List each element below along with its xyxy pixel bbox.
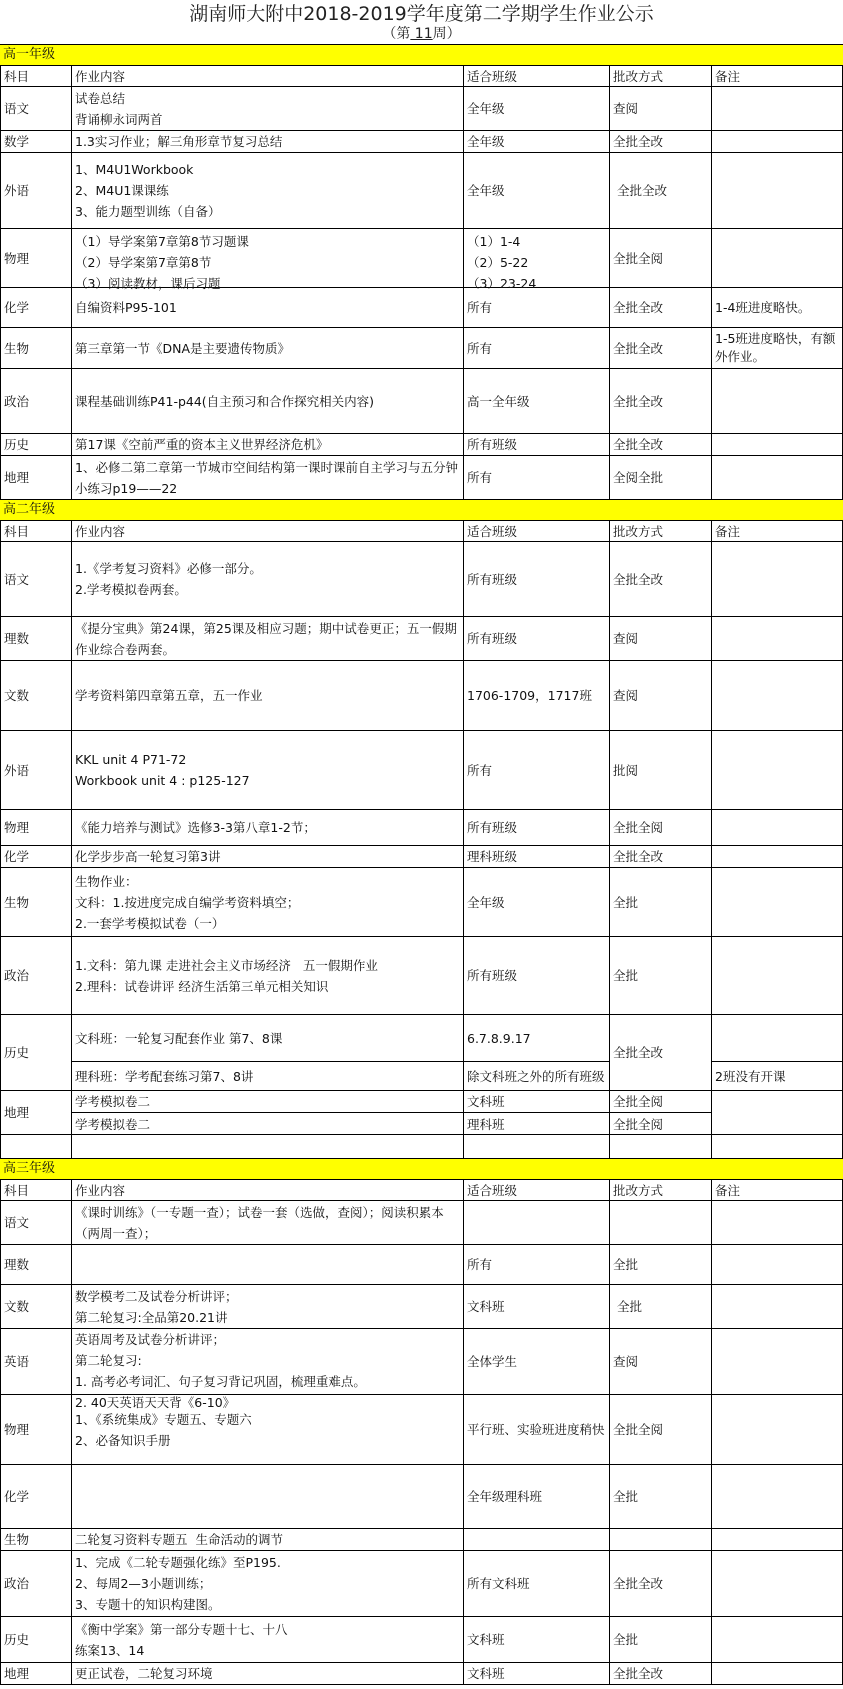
class-cell: 文科班 xyxy=(464,1617,610,1662)
method-cell xyxy=(610,1201,712,1244)
content-cell: 学考模拟卷二 xyxy=(72,1091,464,1113)
class-cell xyxy=(464,1135,610,1158)
subject-cell: 物理 xyxy=(0,229,72,287)
note-cell xyxy=(712,1135,843,1158)
content-cell: （1）导学案第7章第8节习题课 （2）导学案第7章第8节 （3）阅读教材，课后习题 xyxy=(72,229,464,287)
content-cell: 《衡中学案》第一部分专题十七、十八 练案13、14 xyxy=(72,1617,464,1662)
method-cell: 全批 xyxy=(610,937,712,1014)
note-cell xyxy=(712,937,843,1014)
class-cell: 全年级 xyxy=(464,131,610,152)
method-cell: 查阅 xyxy=(610,87,712,130)
subject-cell: 历史 xyxy=(0,434,72,455)
header-note: 备注 xyxy=(712,521,843,541)
subject-cell: 生物 xyxy=(0,868,72,936)
class-cell: 除文科班之外的所有班级 xyxy=(464,1062,610,1090)
method-cell: 全批全改 xyxy=(610,369,712,433)
content-cell: 1、完成《二轮专题强化练》至P195. 2、每周2—3小题训练； 3、专题十的知识构建图。 xyxy=(72,1551,464,1616)
class-cell: 全年级 xyxy=(464,868,610,936)
homework-table xyxy=(0,44,843,1685)
grade-banner-3: 高三年级 xyxy=(0,1158,843,1180)
class-cell: 1706-1709，1717班 xyxy=(464,661,610,730)
method-cell: 全批全阅 xyxy=(610,810,712,845)
content-cell: 学考模拟卷二 xyxy=(72,1113,464,1135)
class-cell: 6.7.8.9.17 xyxy=(464,1015,610,1062)
note-cell xyxy=(712,229,843,287)
table-row xyxy=(0,1285,843,1329)
subject-cell: 理数 xyxy=(0,617,72,660)
subject-cell: 物理 xyxy=(0,810,72,845)
class-cell: 所有文科班 xyxy=(464,1551,610,1616)
subject-cell: 物理 xyxy=(0,1395,72,1464)
note-cell xyxy=(712,1285,843,1328)
note-cell: 1-4班进度略快。 xyxy=(712,288,843,327)
class-cell: 所有 xyxy=(464,328,610,368)
table-row xyxy=(0,810,843,846)
class-cell: 平行班、实验班进度稍快 xyxy=(464,1395,610,1464)
table-row xyxy=(0,1091,843,1135)
content-cell: 1.《学考复习资料》必修一部分。 2.学考模拟卷两套。 xyxy=(72,542,464,616)
table-row xyxy=(0,937,843,1015)
content-cell: 1.文科：第九课 走进社会主义市场经济 五一假期作业 2.理科：试卷讲评 经济生活第三单元相关知识 xyxy=(72,937,464,1014)
header-note: 备注 xyxy=(712,1180,843,1200)
table-row xyxy=(0,661,843,731)
content-cell: 1、必修二第二章第一节城市空间结构第一课时课前自主学习与五分钟小练习p19——22 xyxy=(72,456,464,499)
content-cell: 英语周考及试卷分析讲评； 第二轮复习: 1. 高考必考词汇、句子复习背记巩固，梳理重难点。 2. 40天英语天天背《6-10》 xyxy=(72,1329,464,1394)
header-method: 批改方式 xyxy=(610,1180,712,1200)
class-cell: 所有 xyxy=(464,731,610,809)
header-content: 作业内容 xyxy=(72,521,464,541)
subject-cell: 外语 xyxy=(0,731,72,809)
note-cell xyxy=(712,434,843,455)
content-cell: 自编资料P95-101 xyxy=(72,288,464,327)
note-cell xyxy=(712,1551,843,1616)
class-cell: 所有班级 xyxy=(464,937,610,1014)
note-cell xyxy=(712,1091,843,1134)
method-cell: 全批全阅 xyxy=(610,1091,712,1113)
note-cell xyxy=(712,617,843,660)
subject-cell xyxy=(0,1135,72,1158)
method-cell: 全批全阅 xyxy=(610,229,712,287)
subtitle-prefix: （第 xyxy=(382,26,411,42)
note-cell xyxy=(712,1395,843,1464)
subject-cell: 政治 xyxy=(0,1551,72,1616)
content-cell: 第三章第一节《DNA是主要遗传物质》 xyxy=(72,328,464,368)
content-cell: 《课时训练》（一专题一查）；试卷一套（选做，查阅）；阅读积累本（两周一查）； xyxy=(72,1201,464,1244)
class-cell: 全年级理科班 xyxy=(464,1465,610,1528)
method-cell: 全批全改 xyxy=(610,542,712,616)
table-row xyxy=(0,369,843,434)
content-cell: 1、《系统集成》专题五、专题六 2、必备知识手册 xyxy=(72,1395,464,1464)
table-row xyxy=(0,229,843,291)
class-cell xyxy=(464,1529,610,1550)
header-method: 批改方式 xyxy=(610,66,712,86)
subject-cell: 化学 xyxy=(0,1465,72,1528)
class-cell: 全年级 xyxy=(464,153,610,228)
method-cell xyxy=(610,1529,712,1550)
note-cell xyxy=(712,131,843,152)
note-cell xyxy=(712,1465,843,1528)
header-class: 适合班级 xyxy=(464,1180,610,1200)
method-cell: 全批全改 xyxy=(610,131,712,152)
note-cell: 1-5班进度略快，有额外作业。 xyxy=(712,328,843,368)
table-row xyxy=(0,288,843,328)
class-cell: 所有班级 xyxy=(464,434,610,455)
class-cell: 文科班 xyxy=(464,1663,610,1684)
grade-banner-1: 高一年级 xyxy=(0,44,843,66)
content-cell: 学考资料第四章第五章，五一作业 xyxy=(72,661,464,730)
content-cell: 《能力培养与测试》选修3-3第八章1-2节； xyxy=(72,810,464,845)
content-cell xyxy=(72,1465,464,1528)
content-cell: 理科班：学考配套练习第7、8讲 xyxy=(72,1062,464,1090)
table-row xyxy=(0,131,843,153)
method-cell: 全批 xyxy=(610,1245,712,1284)
class-cell: 理科班 xyxy=(464,1113,610,1135)
subject-cell: 化学 xyxy=(0,288,72,327)
note-cell xyxy=(712,868,843,936)
class-cell: （1）1-4 （2）5-22 （3）23-24 xyxy=(464,229,610,287)
table-row xyxy=(0,456,843,499)
subtitle-suffix: 周） xyxy=(432,26,461,42)
table-row xyxy=(0,1551,843,1617)
content-cell: 试卷总结 背诵柳永词两首 xyxy=(72,87,464,130)
class-cell: 所有 xyxy=(464,288,610,327)
note-cell xyxy=(712,1245,843,1284)
content-cell: KKL unit 4 P71-72 Workbook unit 4 : p125-127 xyxy=(72,731,464,809)
note-cell xyxy=(712,153,843,228)
content-cell: 化学步步高一轮复习第3讲 xyxy=(72,846,464,867)
method-cell: 全阅全批 xyxy=(610,456,712,499)
content-cell xyxy=(72,1135,464,1158)
subject-cell: 语文 xyxy=(0,1201,72,1244)
method-cell: 批阅 xyxy=(610,731,712,809)
note-cell xyxy=(712,810,843,845)
page-title: 湖南师大附中2018-2019学年度第二学期学生作业公示 xyxy=(189,3,654,25)
table-row xyxy=(0,87,843,131)
class-cell: 全年级 xyxy=(464,87,610,130)
method-cell: 全批 xyxy=(610,1465,712,1528)
subject-cell: 语文 xyxy=(0,87,72,130)
class-cell: 所有班级 xyxy=(464,617,610,660)
method-cell: 全批全改 xyxy=(610,846,712,867)
class-cell: 全体学生 xyxy=(464,1329,610,1394)
method-cell: 查阅 xyxy=(610,661,712,730)
table-row xyxy=(0,542,843,617)
table-row xyxy=(0,846,843,868)
table-row xyxy=(0,1663,843,1685)
subject-cell: 文数 xyxy=(0,661,72,730)
method-cell: 全批全改 xyxy=(610,1663,712,1684)
content-cell: 《提分宝典》第24课，第25课及相应习题；期中试卷更正；五一假期作业综合卷两套。 xyxy=(72,617,464,660)
subject-cell: 政治 xyxy=(0,937,72,1014)
content-cell: 二轮复习资料专题五 生命活动的调节 xyxy=(72,1529,464,1550)
header-content: 作业内容 xyxy=(72,66,464,86)
subject-cell: 化学 xyxy=(0,846,72,867)
class-cell xyxy=(464,1201,610,1244)
method-cell: 全批 xyxy=(610,1285,712,1328)
content-cell: 第17课《空前严重的资本主义世界经济危机》 xyxy=(72,434,464,455)
header-class: 适合班级 xyxy=(464,66,610,86)
note-cell xyxy=(712,846,843,867)
subject-cell: 文数 xyxy=(0,1285,72,1328)
note-cell xyxy=(712,456,843,499)
header-content: 作业内容 xyxy=(72,1180,464,1200)
note-cell xyxy=(712,1617,843,1662)
table-row xyxy=(0,1015,843,1091)
note-cell xyxy=(712,1329,843,1394)
class-cell: 所有班级 xyxy=(464,542,610,616)
method-cell: 全批全改 xyxy=(610,328,712,368)
subject-cell: 地理 xyxy=(0,1663,72,1684)
method-cell: 全批全阅 xyxy=(610,1113,712,1135)
note-cell xyxy=(712,1201,843,1244)
content-cell xyxy=(72,1245,464,1284)
subject-cell: 英语 xyxy=(0,1329,72,1394)
class-cell: 所有班级 xyxy=(464,810,610,845)
grade-banner-2: 高二年级 xyxy=(0,499,843,521)
method-cell: 全批全改 xyxy=(610,288,712,327)
table-row xyxy=(0,731,843,810)
header-row xyxy=(0,66,843,87)
table-row xyxy=(0,1617,843,1663)
subject-cell: 生物 xyxy=(0,1529,72,1550)
content-cell: 1、M4U1Workbook 2、M4U1课课练 3、能力题型训练（自备） xyxy=(72,153,464,228)
header-note: 备注 xyxy=(712,66,843,86)
table-row xyxy=(0,868,843,937)
content-cell: 1.3实习作业；解三角形章节复习总结 xyxy=(72,131,464,152)
header-subject: 科目 xyxy=(0,66,72,86)
method-cell: 全批 xyxy=(610,868,712,936)
class-cell: 文科班 xyxy=(464,1285,610,1328)
method-cell: 查阅 xyxy=(610,1329,712,1394)
subject-cell: 历史 xyxy=(0,1015,72,1090)
subject-cell: 地理 xyxy=(0,1091,72,1134)
note-cell xyxy=(712,661,843,730)
content-cell: 数学模考二及试卷分析讲评； 第二轮复习:全品第20.21讲 xyxy=(72,1285,464,1328)
method-cell: 查阅 xyxy=(610,617,712,660)
class-cell: 理科班级 xyxy=(464,846,610,867)
table-row xyxy=(0,1329,843,1410)
method-cell: 全批全改 xyxy=(610,1015,712,1090)
table-row xyxy=(0,617,843,661)
week-number: 11 xyxy=(410,26,433,42)
table-row xyxy=(0,328,843,369)
note-cell xyxy=(712,1663,843,1684)
table-row xyxy=(0,1201,843,1245)
note-cell xyxy=(712,731,843,809)
table-row xyxy=(0,1395,843,1465)
note-cell xyxy=(712,1529,843,1550)
table-row xyxy=(0,1245,843,1285)
table-row xyxy=(0,434,843,456)
subject-cell: 地理 xyxy=(0,456,72,499)
note-cell xyxy=(712,369,843,433)
table-row xyxy=(0,1465,843,1529)
class-cell: 文科班 xyxy=(464,1091,610,1113)
subject-cell: 数学 xyxy=(0,131,72,152)
content-cell: 更正试卷，二轮复习环境 xyxy=(72,1663,464,1684)
content-cell: 生物作业： 文科：1.按进度完成自编学考资料填空； 2.一套学考模拟试卷（一） xyxy=(72,868,464,936)
method-cell: 全批全改 xyxy=(610,434,712,455)
note-cell xyxy=(712,542,843,616)
note-cell: 2班没有开课 xyxy=(712,1062,843,1090)
note-cell xyxy=(712,1015,843,1062)
content-cell: 课程基础训练P41-p44(自主预习和合作探究相关内容) xyxy=(72,369,464,433)
method-cell: 全批全阅 xyxy=(610,1395,712,1464)
class-cell: 高一全年级 xyxy=(464,369,610,433)
method-cell: 全批 xyxy=(610,1617,712,1662)
header-method: 批改方式 xyxy=(610,521,712,541)
method-cell: 全批全改 xyxy=(610,153,712,228)
subject-cell: 生物 xyxy=(0,328,72,368)
header-subject: 科目 xyxy=(0,1180,72,1200)
content-cell: 文科班：一轮复习配套作业 第7、8课 xyxy=(72,1015,464,1062)
subject-cell: 理数 xyxy=(0,1245,72,1284)
table-row xyxy=(0,1135,843,1158)
header-row xyxy=(0,521,843,542)
table-row xyxy=(0,153,843,229)
subject-cell: 历史 xyxy=(0,1617,72,1662)
method-cell xyxy=(610,1135,712,1158)
header-subject: 科目 xyxy=(0,521,72,541)
subject-cell: 语文 xyxy=(0,542,72,616)
class-cell: 所有 xyxy=(464,456,610,499)
header-class: 适合班级 xyxy=(464,521,610,541)
subject-cell: 政治 xyxy=(0,369,72,433)
subject-cell: 外语 xyxy=(0,153,72,228)
week-subtitle xyxy=(0,26,843,44)
class-cell: 所有 xyxy=(464,1245,610,1284)
table-row xyxy=(0,1529,843,1551)
header-row xyxy=(0,1180,843,1201)
method-cell: 全批全改 xyxy=(610,1551,712,1616)
note-cell xyxy=(712,87,843,130)
